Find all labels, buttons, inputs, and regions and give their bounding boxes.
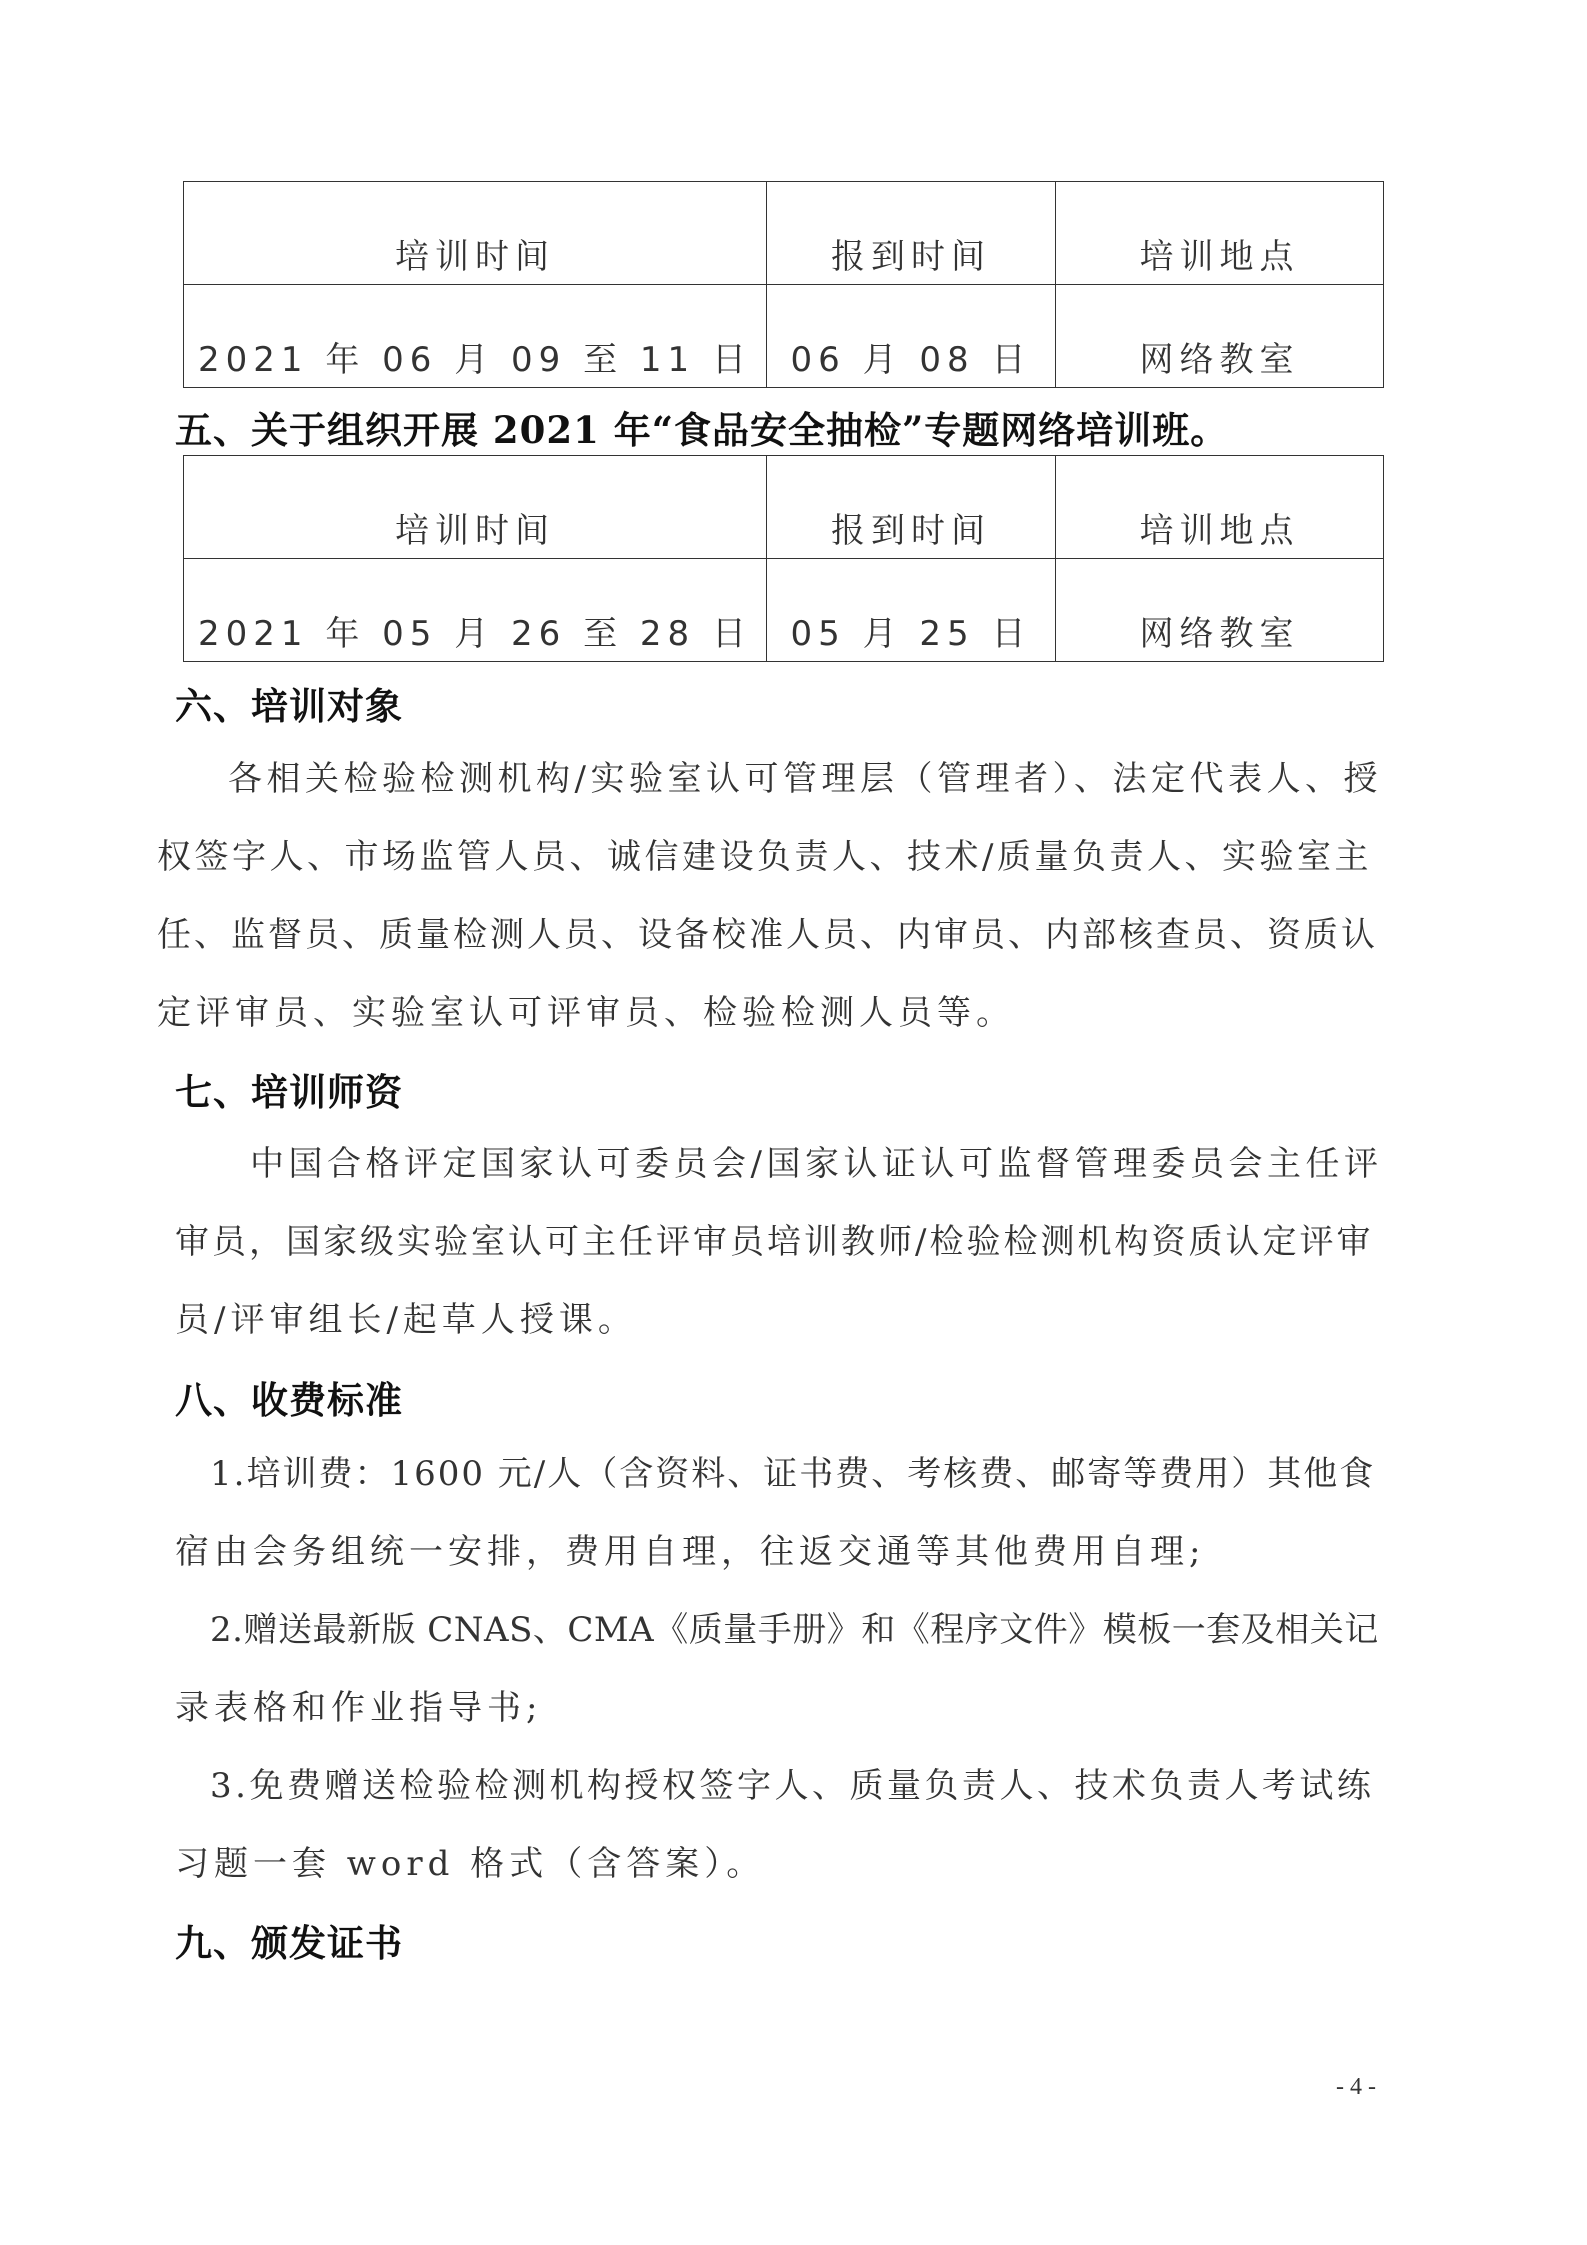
section6-line-1: 各相关检验检测机构/实验室认可管理层（管理者）、法定代表人、授 — [228, 759, 1382, 799]
section6-line-4: 定评审员、实验室认可评审员、检验检测人员等。 — [157, 993, 1015, 1033]
table-header-row — [184, 182, 1384, 285]
section7-line-3: 员/评审组长/起草人授课。 — [175, 1300, 637, 1340]
cell-training-location: 网络教室 — [1056, 285, 1384, 388]
section7-line-2: 审员，国家级实验室认可主任评审员培训教师/检验检测机构资质认定评审 — [175, 1222, 1374, 1262]
section6-title: 六、培训对象 — [175, 684, 403, 728]
cell-training-location: 网络教室 — [1056, 559, 1384, 662]
schedule-table-1 — [183, 181, 1384, 388]
section8-title: 八、收费标准 — [175, 1378, 403, 1422]
header-training-location: 培训地点 — [1056, 456, 1384, 559]
schedule-table-2 — [183, 455, 1384, 662]
header-training-time: 培训时间 — [184, 456, 767, 559]
section8-line-4: 录表格和作业指导书; — [175, 1688, 543, 1728]
section7-title: 七、培训师资 — [175, 1070, 403, 1114]
cell-checkin-time: 05 月 25 日 — [767, 559, 1056, 662]
section8-line-5: 3.免费赠送检验检测机构授权签字人、质量负责人、技术负责人考试练 — [210, 1766, 1375, 1806]
header-checkin-time: 报到时间 — [767, 456, 1056, 559]
table-row — [184, 285, 1384, 388]
page-number: - 4 - — [1336, 2074, 1376, 2100]
section5-title: 五、关于组织开展 2021 年“食品安全抽检”专题网络培训班。 — [175, 408, 1229, 452]
header-training-time: 培训时间 — [184, 182, 767, 285]
section8-line-2: 宿由会务组统一安排，费用自理，往返交通等其他费用自理; — [175, 1532, 1206, 1572]
section8-line-1: 1.培训费：1600 元/人（含资料、证书费、考核费、邮寄等费用）其他食 — [210, 1454, 1376, 1494]
cell-training-time: 2021 年 05 月 26 至 28 日 — [184, 559, 767, 662]
section7-line-1: 中国合格评定国家认可委员会/国家认证认可监督管理委员会主任评 — [250, 1144, 1383, 1184]
cell-training-time: 2021 年 06 月 09 至 11 日 — [184, 285, 767, 388]
section8-line-6: 习题一套 word 格式（含答案）。 — [175, 1844, 766, 1884]
cell-checkin-time: 06 月 08 日 — [767, 285, 1056, 388]
section6-line-2: 权签字人、市场监管人员、诚信建设负责人、技术/质量负责人、实验室主 — [157, 837, 1372, 877]
table-header-row — [184, 456, 1384, 559]
header-checkin-time: 报到时间 — [767, 182, 1056, 285]
section9-title: 九、颁发证书 — [175, 1921, 403, 1965]
section6-line-3: 任、监督员、质量检测人员、设备校准人员、内审员、内部核查员、资质认 — [157, 915, 1378, 955]
header-training-location: 培训地点 — [1056, 182, 1384, 285]
table-row — [184, 559, 1384, 662]
section8-line-3: 2.赠送最新版 CNAS、CMA《质量手册》和《程序文件》模板一套及相关记 — [210, 1610, 1379, 1650]
